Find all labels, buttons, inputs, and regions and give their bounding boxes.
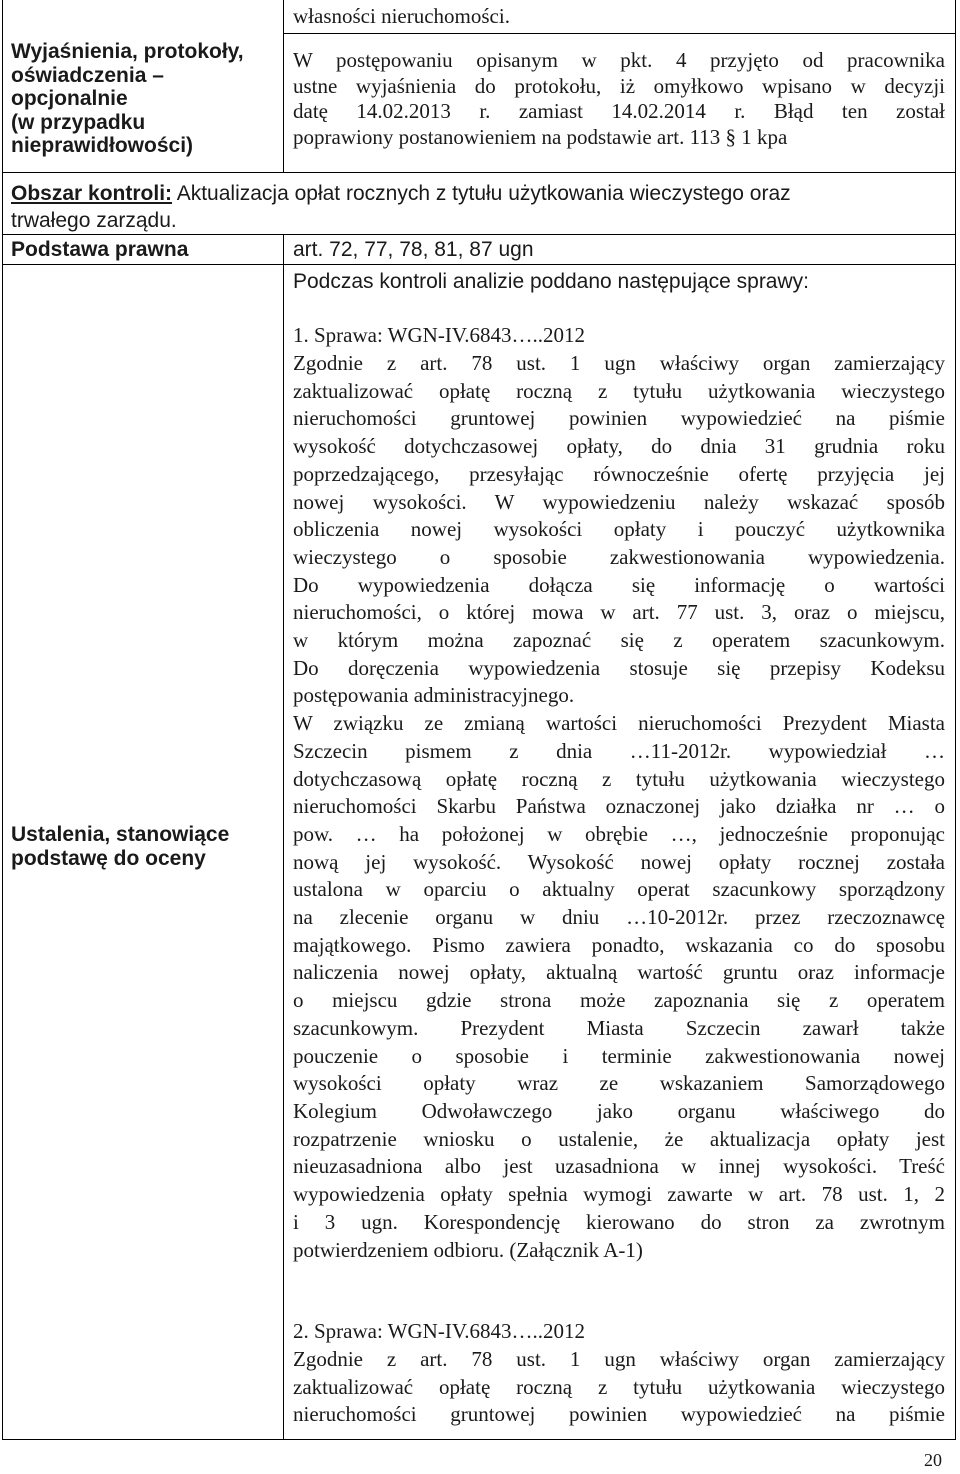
document-page (2, 0, 956, 1440)
control-scope-heading: Obszar kontroli: (11, 182, 173, 205)
case-1-body: Zgodnie z art. 78 ust. 1 ugn właściwy organ zamierzający zaktualizować opłatę roczną z tytułu użytkowania wieczystego nieruchomości gruntowej powinien wypowiedzieć na piśmie wysokość dotychczasowej opłaty, do dnia 31 grudnia roku poprzedzającego, przesyłając równocześnie ofertę przyjęcia jej nowej wysokości. W wypowiedzeniu należy wskazać sposób obliczenia nowej wysokości opłaty i pouczyć użytkownika wieczystego o sposobie zakwestionowania wypowiedzenia. Do wypowiedzenia dołącza się informację o wartości nieruchomości, o której mowa w art. 77 ust. 3, oraz o miejscu, w którym można zapoznać się z operatem szacunkowym. Do doręczenia wypowiedzenia stosuje się przepisy Kodeksu postępowania administracyjnego. W związku ze zmianą wartości nieruchomości Prezydent Miasta Szczecin pismem z dnia …11-2012r. wypowiedział … dotychczasową opłatę roczną z tytułu użytkowania wieczystego nieruchomości Skarbu Państwa oznaczonej jako działka nr … o pow. … ha położonej w obrębie …, jednocześnie proponując nową jej wysokość. Wysokość nowej opłaty rocznej została ustalona w oparciu o aktualny operat szacunkowy sporządzony na zlecenie organu w dniu …10-2012r. przez rzeczoznawcę majątkowego. Pismo zawiera ponadto, wskazania co do sposobu naliczenia nowej opłaty, aktualną wartość gruntu oraz informacje o miejscu gdzie strona może zapoznania się z operatem szacunkowym. Prezydent Miasta Szczecin zawarł także pouczenie o sposobie i terminie zakwestionowania nowej wysokości opłaty wraz ze wskazaniem Samorządowego Kolegium Odwoławczego jako organu właściwego do rozpatrzenie wniosku o ustalenie, że aktualizacja opłaty jest nieuzasadniona albo jest uzasadniona w innej wysokości. Treść wypowiedzenia opłaty spełnia wymogi zawarte w art. 78 ust. 1, 2 i 3 ugn. Korespondencję kierowano do stron za zwrotnym potwierdzeniem odbioru. (Załącznik A-1) (293, 351, 945, 1262)
legal-basis-label: Podstawa prawna (11, 238, 189, 261)
control-scope-text-cont: trwałego zarządu. (11, 209, 177, 232)
row-divider (3, 264, 955, 265)
row-divider (3, 172, 955, 173)
row-divider (283, 33, 955, 34)
page-number: 20 (924, 1450, 942, 1470)
case-2-title: 2. Sprawa: WGN-IV.6843…..2012 (293, 1319, 586, 1343)
case-1-title: 1. Sprawa: WGN-IV.6843…..2012 (293, 323, 586, 347)
previous-page-continuation: własności nieruchomości. (293, 4, 510, 28)
case-2-body: Zgodnie z art. 78 ust. 1 ugn właściwy organ zamierzający zaktualizować opłatę roczną z tytułu użytkowania wieczystego nieruchomości gruntowej powinien wypowiedzieć na piśmie (293, 1347, 945, 1427)
explanations-text: W postępowaniu opisanym w pkt. 4 przyjęto od pracownika ustne wyjaśnienia do protokołu, iż omyłkowo wpisano w decyzji datę 14.02.2013 r. zamiast 14.02.2014 r. Błąd ten został poprawiony postanowieniem na podstawie art. 113 § 1 kpa (293, 48, 945, 149)
findings-intro: Podczas kontroli analizie poddano następujące sprawy: (293, 270, 809, 293)
explanations-label: Wyjaśnienia, protokoły, oświadczenia – opcjonalnie (w przypadku nieprawidłowości) (11, 40, 244, 157)
column-divider (283, 234, 284, 1440)
legal-basis-value: art. 72, 77, 78, 81, 87 ugn (293, 238, 534, 261)
column-divider (283, 0, 284, 172)
row-divider (3, 234, 955, 235)
control-scope-text: Aktualizacja opłat rocznych z tytułu użytkowania wieczystego oraz (172, 182, 791, 205)
findings-label: Ustalenia, stanowiące podstawę do oceny (11, 823, 230, 870)
control-scope (11, 180, 951, 234)
